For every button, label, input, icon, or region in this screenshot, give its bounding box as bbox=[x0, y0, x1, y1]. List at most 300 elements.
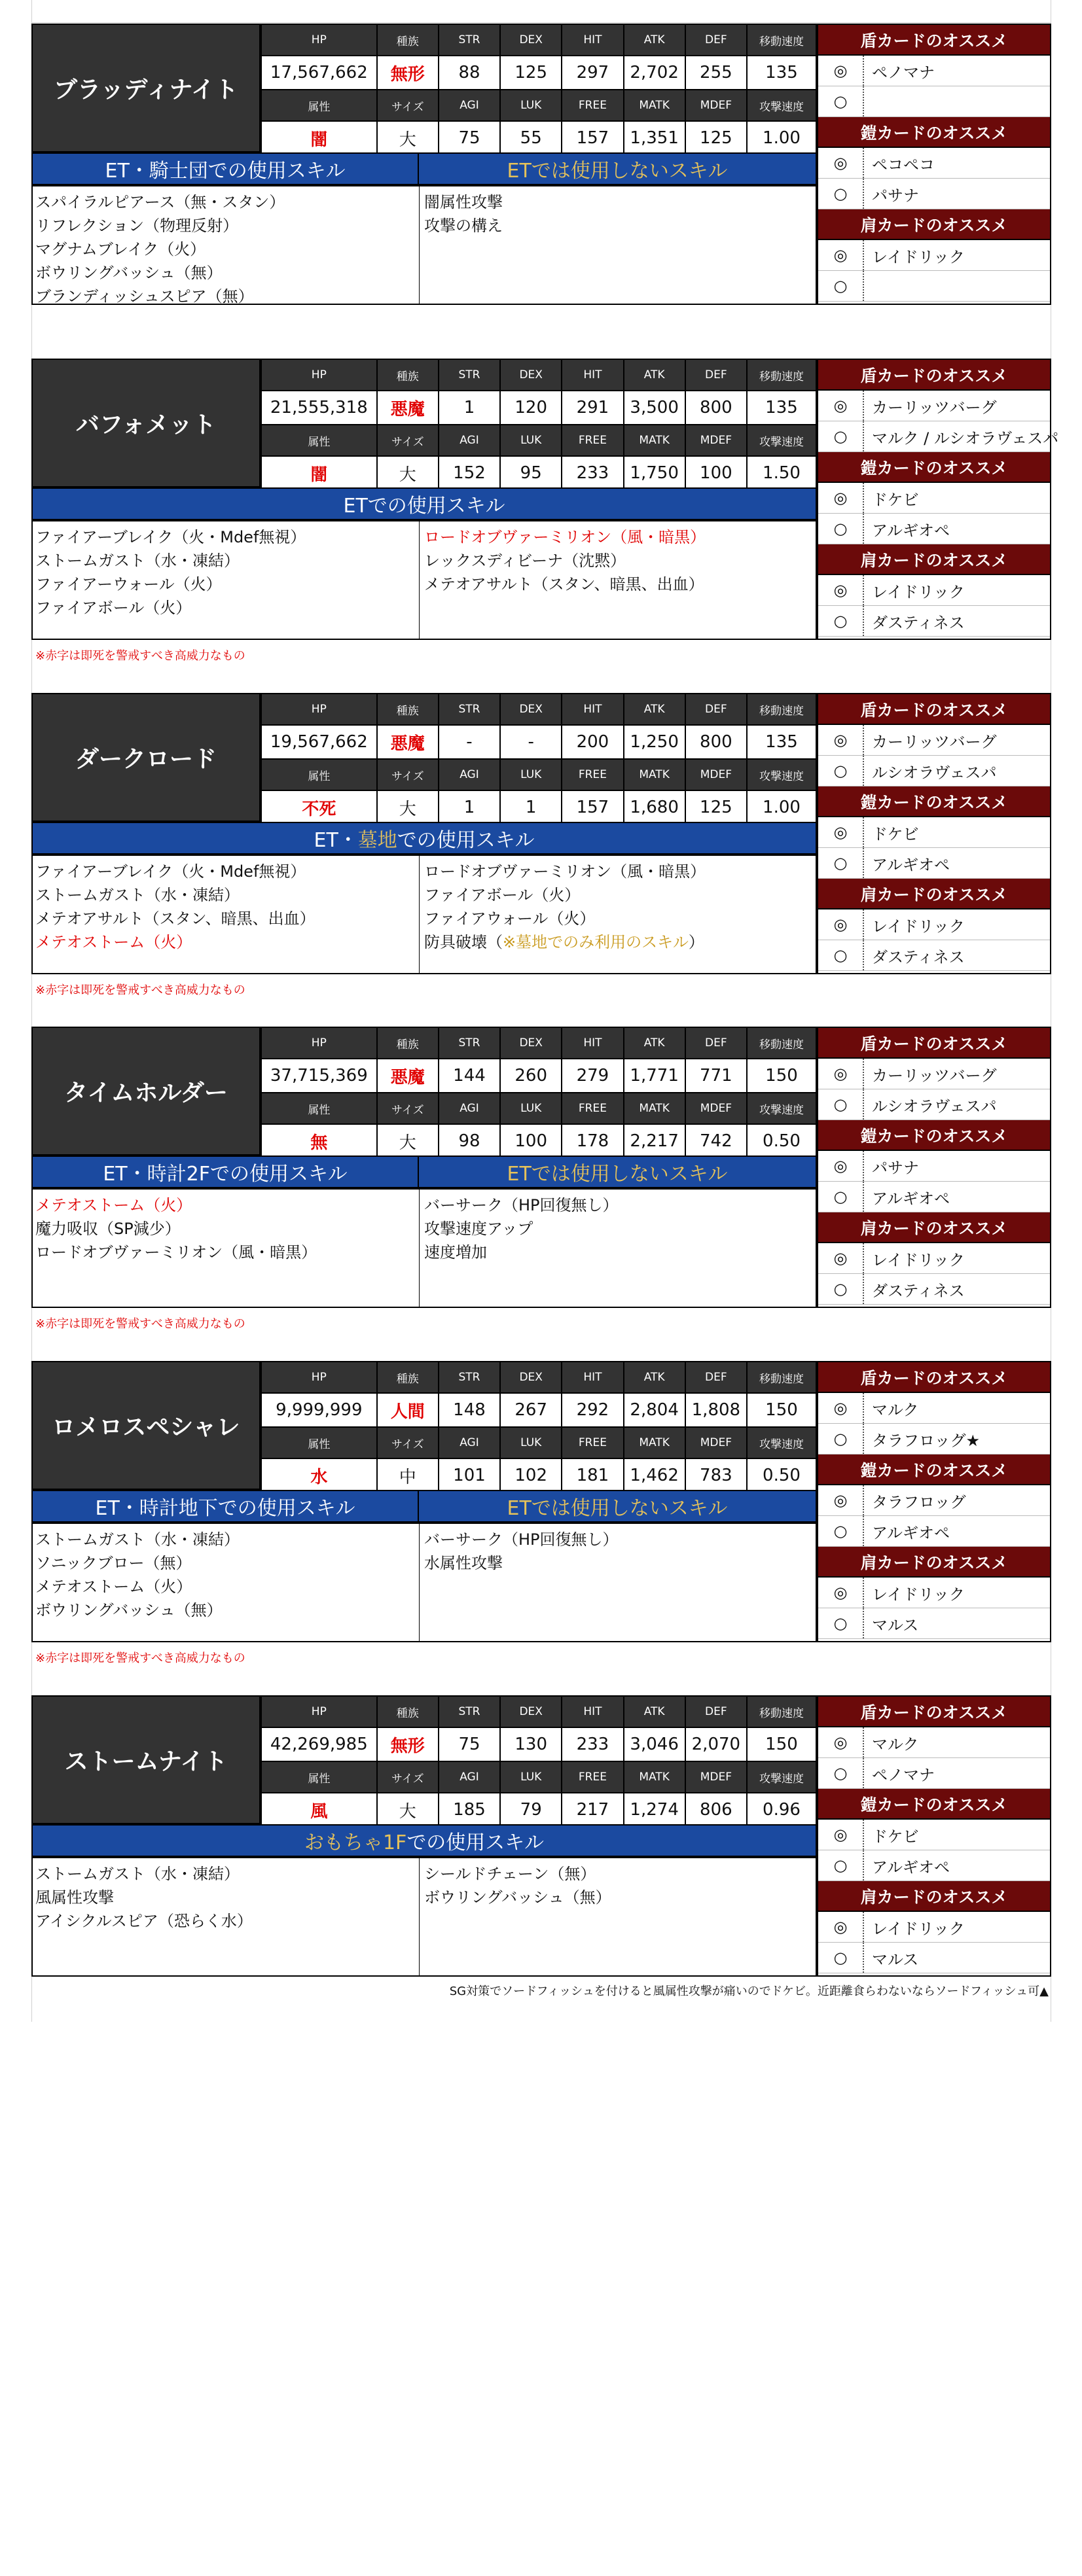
race-label: 種族 bbox=[377, 694, 439, 725]
element-label: 属性 bbox=[261, 759, 377, 790]
skill-item: ファイアボール（火） bbox=[424, 886, 581, 904]
skill-item: メテオストーム（火） bbox=[35, 1196, 192, 1214]
agi-label: AGI bbox=[439, 1093, 500, 1124]
element-label: 属性 bbox=[261, 425, 377, 456]
size-label: サイズ bbox=[377, 1761, 439, 1793]
element-value: 闇 bbox=[261, 121, 377, 155]
card-row bbox=[818, 1151, 1050, 1182]
card-name: アルギオペ bbox=[872, 1189, 950, 1208]
stats-row bbox=[261, 1093, 816, 1124]
matk-label: MATK bbox=[624, 1427, 685, 1458]
move-label: 移動速度 bbox=[747, 1362, 816, 1393]
skill-item: 魔力吸収（SP減少） bbox=[35, 1220, 181, 1238]
skills-divider bbox=[419, 1858, 420, 1975]
card-name: マルク bbox=[872, 1735, 919, 1754]
stats-table bbox=[261, 359, 817, 491]
skill-header: ET・騎士団での使用スキル bbox=[31, 152, 419, 185]
card-name: レイドリック bbox=[872, 1585, 965, 1604]
card-name: レイドリック bbox=[872, 1919, 965, 1938]
card-name: パサナ bbox=[872, 1158, 919, 1177]
atk-value: 1,771 bbox=[624, 1059, 685, 1093]
card-row bbox=[818, 1424, 1050, 1455]
boss-name: ダークロード bbox=[31, 693, 261, 822]
aspd-value: 0.50 bbox=[747, 1124, 816, 1158]
matk-value: 1,750 bbox=[624, 456, 685, 490]
free-value: 157 bbox=[562, 121, 623, 155]
boss-block bbox=[31, 359, 1059, 663]
card-row bbox=[818, 909, 1050, 940]
garment-card-header: 肩カードのオススメ bbox=[818, 1212, 1050, 1243]
hp-label: HP bbox=[261, 1696, 377, 1727]
card-panel bbox=[817, 1027, 1051, 1308]
size-label: サイズ bbox=[377, 90, 439, 121]
card-mark: ◎ bbox=[818, 1059, 864, 1089]
aspd-label: 攻撃速度 bbox=[747, 759, 816, 790]
card-mark: ○ bbox=[818, 271, 864, 301]
skill-item: ファイアーブレイク（火・Mdef無視） bbox=[35, 528, 306, 546]
mdef-label: MDEF bbox=[685, 1761, 747, 1793]
stats-row bbox=[261, 1427, 816, 1458]
aspd-value: 0.96 bbox=[747, 1793, 816, 1827]
free-value: 157 bbox=[562, 790, 623, 824]
boss-name: ロメロスペシャレ bbox=[31, 1361, 261, 1490]
armor-card-header: 鎧カードのオススメ bbox=[818, 1120, 1050, 1151]
agi-value: 75 bbox=[439, 121, 500, 155]
dex-value: 260 bbox=[500, 1059, 562, 1093]
move-value: 135 bbox=[747, 56, 816, 90]
card-name: ルシオラヴェスパ bbox=[872, 1097, 997, 1116]
card-name: レイドリック bbox=[872, 247, 965, 266]
card-mark: ○ bbox=[818, 1943, 864, 1973]
card-mark: ○ bbox=[818, 514, 864, 544]
size-label: サイズ bbox=[377, 759, 439, 790]
boss-name: バフォメット bbox=[31, 359, 261, 487]
skill-item: スパイラルピアース（無・スタン） bbox=[35, 193, 285, 211]
str-label: STR bbox=[439, 694, 500, 725]
agi-label: AGI bbox=[439, 1761, 500, 1793]
card-name: カーリッツバーグ bbox=[872, 398, 997, 417]
skill-item: ロードオブヴァーミリオン（風・暗黒） bbox=[424, 528, 706, 546]
card-mark: ◎ bbox=[818, 1243, 864, 1273]
skill-header-highlight: ETでは使用しないスキル bbox=[507, 1497, 728, 1520]
skill-item: メテオアサルト（スタン、暗黒、出血） bbox=[35, 909, 316, 928]
skill-item: ファイアボール（火） bbox=[35, 599, 192, 617]
hit-label: HIT bbox=[562, 1362, 623, 1393]
skill-item: ファイアーブレイク（火・Mdef無視） bbox=[35, 862, 306, 881]
aspd-value: 1.50 bbox=[747, 456, 816, 490]
move-value: 150 bbox=[747, 1059, 816, 1093]
skill-header: ET・時計2Fでの使用スキル bbox=[31, 1156, 419, 1188]
def-value: 2,070 bbox=[685, 1727, 747, 1761]
element-value: 水 bbox=[261, 1458, 377, 1492]
matk-value: 1,680 bbox=[624, 790, 685, 824]
stats-row bbox=[261, 56, 816, 90]
stats-row bbox=[261, 1727, 816, 1761]
card-mark: ○ bbox=[818, 1182, 864, 1212]
mdef-label: MDEF bbox=[685, 759, 747, 790]
skills-area bbox=[31, 185, 817, 305]
mdef-label: MDEF bbox=[685, 1093, 747, 1124]
stats-row bbox=[261, 1027, 816, 1059]
agi-value: 98 bbox=[439, 1124, 500, 1158]
skills-area bbox=[31, 855, 817, 974]
def-value: 255 bbox=[685, 56, 747, 90]
free-label: FREE bbox=[562, 1427, 623, 1458]
mdef-value: 742 bbox=[685, 1124, 747, 1158]
card-mark: ◎ bbox=[818, 148, 864, 178]
skills-left bbox=[35, 1528, 240, 1622]
str-value: - bbox=[439, 725, 500, 759]
agi-label: AGI bbox=[439, 759, 500, 790]
free-label: FREE bbox=[562, 90, 623, 121]
card-mark: ◎ bbox=[818, 1727, 864, 1757]
dex-label: DEX bbox=[500, 359, 562, 391]
mdef-value: 783 bbox=[685, 1458, 747, 1492]
card-name: アルギオペ bbox=[872, 855, 950, 874]
hp-label: HP bbox=[261, 359, 377, 391]
element-value: 風 bbox=[261, 1793, 377, 1827]
garment-card-header: 肩カードのオススメ bbox=[818, 544, 1050, 575]
skill-item: ストームガスト（水・凍結） bbox=[35, 552, 240, 570]
card-row bbox=[818, 848, 1050, 879]
str-label: STR bbox=[439, 1362, 500, 1393]
card-row bbox=[818, 483, 1050, 514]
race-value: 無形 bbox=[377, 56, 439, 90]
card-row bbox=[818, 1912, 1050, 1943]
card-name: パサナ bbox=[872, 186, 919, 205]
dex-label: DEX bbox=[500, 1696, 562, 1727]
danger-note: ※赤字は即死を警戒すべき高威力なもの bbox=[35, 649, 245, 663]
skills-left bbox=[35, 860, 316, 954]
size-label: サイズ bbox=[377, 1427, 439, 1458]
garment-card-header: 肩カードのオススメ bbox=[818, 1881, 1050, 1912]
stats-row bbox=[261, 359, 816, 391]
atk-label: ATK bbox=[624, 1027, 685, 1059]
free-value: 233 bbox=[562, 456, 623, 490]
free-label: FREE bbox=[562, 759, 623, 790]
skills-divider bbox=[419, 186, 420, 304]
atk-value: 3,046 bbox=[624, 1727, 685, 1761]
card-row bbox=[818, 817, 1050, 848]
card-mark: ○ bbox=[818, 1608, 864, 1638]
shield-card-header: 盾カードのオススメ bbox=[818, 1362, 1050, 1393]
dex-label: DEX bbox=[500, 24, 562, 56]
size-value: 大 bbox=[377, 456, 439, 490]
luk-value: 79 bbox=[500, 1793, 562, 1827]
card-panel bbox=[817, 24, 1051, 305]
move-label: 移動速度 bbox=[747, 24, 816, 56]
card-mark: ○ bbox=[818, 421, 864, 451]
card-name: ドケビ bbox=[872, 1827, 919, 1846]
skill-item: ボウリングバッシュ（無） bbox=[35, 1601, 223, 1619]
hit-value: 233 bbox=[562, 1727, 623, 1761]
skill-item: マグナムブレイク（火） bbox=[35, 240, 206, 258]
stats-row bbox=[261, 1393, 816, 1427]
luk-label: LUK bbox=[500, 1093, 562, 1124]
card-mark: ◎ bbox=[818, 56, 864, 86]
skill-item: 風属性攻撃 bbox=[35, 1888, 114, 1907]
skills-divider bbox=[419, 521, 420, 639]
stats-row bbox=[261, 725, 816, 759]
card-name: マルス bbox=[872, 1950, 919, 1969]
luk-value: 102 bbox=[500, 1458, 562, 1492]
atk-value: 1,250 bbox=[624, 725, 685, 759]
atk-value: 2,702 bbox=[624, 56, 685, 90]
card-panel bbox=[817, 359, 1059, 640]
card-row bbox=[818, 1727, 1050, 1758]
skill-item: メテオアサルト（スタン、暗黒、出血） bbox=[424, 575, 704, 593]
card-mark: ◎ bbox=[818, 909, 864, 940]
card-mark: ◎ bbox=[818, 1151, 864, 1181]
race-label: 種族 bbox=[377, 359, 439, 391]
size-label: サイズ bbox=[377, 425, 439, 456]
matk-label: MATK bbox=[624, 1093, 685, 1124]
str-label: STR bbox=[439, 24, 500, 56]
card-name: マルス bbox=[872, 1615, 919, 1634]
free-label: FREE bbox=[562, 1761, 623, 1793]
skills-area bbox=[31, 1188, 817, 1308]
card-row bbox=[818, 1578, 1050, 1608]
skills-left bbox=[35, 1193, 317, 1264]
stats-row bbox=[261, 425, 816, 456]
stats-table bbox=[261, 1027, 817, 1159]
card-mark: ◎ bbox=[818, 240, 864, 270]
def-label: DEF bbox=[685, 694, 747, 725]
skill-item: メテオストーム（火） bbox=[35, 933, 192, 951]
stats-table bbox=[261, 24, 817, 156]
size-value: 中 bbox=[377, 1458, 439, 1492]
card-row bbox=[818, 86, 1050, 117]
card-row bbox=[818, 1943, 1050, 1973]
card-mark: ◎ bbox=[818, 725, 864, 755]
hp-label: HP bbox=[261, 1027, 377, 1059]
card-mark: ◎ bbox=[818, 391, 864, 421]
boss-block bbox=[31, 1027, 1051, 1331]
luk-value: 95 bbox=[500, 456, 562, 490]
skill-item: ブランディッシュスピア（無） bbox=[35, 287, 254, 306]
agi-value: 185 bbox=[439, 1793, 500, 1827]
skill-item: ファイアーウォール（火） bbox=[35, 575, 222, 593]
skill-header: おもちゃ1F での使用スキル bbox=[31, 1824, 817, 1857]
hp-value: 17,567,662 bbox=[261, 56, 377, 90]
free-value: 178 bbox=[562, 1124, 623, 1158]
boss-block-inner bbox=[31, 24, 1051, 305]
card-mark: ◎ bbox=[818, 1485, 864, 1515]
card-row bbox=[818, 148, 1050, 179]
card-row bbox=[818, 1274, 1050, 1305]
stats-row bbox=[261, 694, 816, 725]
hit-value: 292 bbox=[562, 1393, 623, 1427]
element-value: 闇 bbox=[261, 456, 377, 490]
str-value: 1 bbox=[439, 391, 500, 425]
race-value: 悪魔 bbox=[377, 725, 439, 759]
card-mark: ○ bbox=[818, 1424, 864, 1454]
luk-value: 1 bbox=[500, 790, 562, 824]
free-value: 181 bbox=[562, 1458, 623, 1492]
stats-table bbox=[261, 693, 817, 825]
boss-block-inner bbox=[31, 1027, 1051, 1331]
mdef-value: 100 bbox=[685, 456, 747, 490]
race-value: 人間 bbox=[377, 1393, 439, 1427]
atk-label: ATK bbox=[624, 694, 685, 725]
mdef-label: MDEF bbox=[685, 1427, 747, 1458]
matk-label: MATK bbox=[624, 425, 685, 456]
aspd-label: 攻撃速度 bbox=[747, 1427, 816, 1458]
skill-item: 防具破壊（※墓地でのみ利用のスキル） bbox=[424, 933, 704, 951]
atk-label: ATK bbox=[624, 1696, 685, 1727]
hp-label: HP bbox=[261, 694, 377, 725]
skill-item: リフレクション（物理反射） bbox=[35, 217, 239, 235]
garment-card-header: 肩カードのオススメ bbox=[818, 1547, 1050, 1578]
stats-row bbox=[261, 391, 816, 425]
skill-item: レックスディビーナ（沈黙） bbox=[424, 552, 626, 570]
card-panel bbox=[817, 693, 1051, 974]
luk-value: 55 bbox=[500, 121, 562, 155]
skills-area bbox=[31, 1523, 817, 1642]
card-row bbox=[818, 756, 1050, 786]
def-value: 800 bbox=[685, 391, 747, 425]
element-value: 不死 bbox=[261, 790, 377, 824]
danger-note: ※赤字は即死を警戒すべき高威力なもの bbox=[35, 1317, 245, 1331]
matk-label: MATK bbox=[624, 759, 685, 790]
footer-note: SG対策でソードフィッシュを付けると風属性攻撃が痛いのでドケビ。近距離食らわないならソードフィッシュ可▲ bbox=[449, 1985, 1049, 1998]
card-name: ペコペコ bbox=[872, 155, 935, 174]
card-mark: ○ bbox=[818, 86, 864, 116]
atk-value: 3,500 bbox=[624, 391, 685, 425]
mdef-value: 806 bbox=[685, 1793, 747, 1827]
hp-value: 19,567,662 bbox=[261, 725, 377, 759]
element-label: 属性 bbox=[261, 1761, 377, 1793]
hit-value: 279 bbox=[562, 1059, 623, 1093]
size-value: 大 bbox=[377, 121, 439, 155]
card-row bbox=[818, 1393, 1050, 1424]
atk-value: 2,804 bbox=[624, 1393, 685, 1427]
hit-label: HIT bbox=[562, 1696, 623, 1727]
card-name: マルク / ルシオラヴェスパ bbox=[872, 429, 1059, 448]
str-value: 75 bbox=[439, 1727, 500, 1761]
card-mark: ○ bbox=[818, 1516, 864, 1546]
boss-name: ストームナイト bbox=[31, 1695, 261, 1824]
luk-value: 100 bbox=[500, 1124, 562, 1158]
skills-area bbox=[31, 1857, 817, 1977]
skill-item: 水属性攻撃 bbox=[424, 1554, 503, 1572]
shield-card-header: 盾カードのオススメ bbox=[818, 25, 1050, 56]
hit-value: 291 bbox=[562, 391, 623, 425]
race-label: 種族 bbox=[377, 1027, 439, 1059]
boss-block-inner bbox=[31, 693, 1051, 997]
skill-header-unused bbox=[418, 1490, 817, 1523]
card-name: ダスティネス bbox=[872, 613, 965, 632]
stats-row bbox=[261, 1059, 816, 1093]
card-row bbox=[818, 575, 1050, 606]
str-label: STR bbox=[439, 1027, 500, 1059]
shield-card-header: 盾カードのオススメ bbox=[818, 1697, 1050, 1727]
card-name: カーリッツバーグ bbox=[872, 1066, 997, 1085]
armor-card-header: 鎧カードのオススメ bbox=[818, 1789, 1050, 1820]
card-mark: ○ bbox=[818, 940, 864, 970]
skill-item: 速度増加 bbox=[424, 1243, 487, 1262]
card-mark: ◎ bbox=[818, 817, 864, 847]
boss-name: ブラッディナイト bbox=[31, 24, 261, 152]
skills-right bbox=[424, 1862, 611, 1909]
card-mark: ○ bbox=[818, 756, 864, 786]
str-value: 148 bbox=[439, 1393, 500, 1427]
card-name: アルギオペ bbox=[872, 1523, 950, 1542]
skill-item: ファイアウォール（火） bbox=[424, 909, 596, 928]
dex-value: 125 bbox=[500, 56, 562, 90]
skills-divider bbox=[419, 1524, 420, 1641]
hit-label: HIT bbox=[562, 359, 623, 391]
shield-card-header: 盾カードのオススメ bbox=[818, 1028, 1050, 1059]
skill-header: ETでの使用スキル bbox=[31, 487, 817, 520]
aspd-label: 攻撃速度 bbox=[747, 1093, 816, 1124]
card-name: ドケビ bbox=[872, 824, 919, 843]
skills-divider bbox=[419, 856, 420, 973]
skills-left bbox=[35, 190, 285, 308]
card-panel bbox=[817, 1695, 1051, 1977]
skill-item: ボウリングバッシュ（無） bbox=[424, 1888, 611, 1907]
skills-right bbox=[424, 525, 706, 596]
mdef-value: 125 bbox=[685, 790, 747, 824]
card-row bbox=[818, 56, 1050, 86]
card-mark: ◎ bbox=[818, 483, 864, 513]
agi-label: AGI bbox=[439, 1427, 500, 1458]
atk-label: ATK bbox=[624, 359, 685, 391]
size-label: サイズ bbox=[377, 1093, 439, 1124]
armor-card-header: 鎧カードのオススメ bbox=[818, 1455, 1050, 1485]
element-label: 属性 bbox=[261, 1427, 377, 1458]
stats-row bbox=[261, 759, 816, 790]
boss-block bbox=[31, 1695, 1051, 1998]
matk-label: MATK bbox=[624, 1761, 685, 1793]
skills-right bbox=[424, 860, 706, 954]
skills-divider bbox=[419, 1190, 420, 1307]
skill-item: ソニックブロー（無） bbox=[35, 1554, 192, 1572]
hp-value: 9,999,999 bbox=[261, 1393, 377, 1427]
hp-label: HP bbox=[261, 24, 377, 56]
card-row bbox=[818, 514, 1050, 544]
skill-note: ※墓地でのみ利用のスキル bbox=[503, 933, 689, 951]
card-name: カーリッツバーグ bbox=[872, 732, 997, 751]
str-value: 144 bbox=[439, 1059, 500, 1093]
skill-header-unused bbox=[418, 152, 817, 185]
move-value: 150 bbox=[747, 1393, 816, 1427]
hit-label: HIT bbox=[562, 1027, 623, 1059]
skill-item: バーサーク（HP回復無し） bbox=[424, 1530, 619, 1549]
luk-label: LUK bbox=[500, 1427, 562, 1458]
move-label: 移動速度 bbox=[747, 1027, 816, 1059]
matk-value: 1,351 bbox=[624, 121, 685, 155]
luk-label: LUK bbox=[500, 759, 562, 790]
matk-value: 1,462 bbox=[624, 1458, 685, 1492]
card-row bbox=[818, 1243, 1050, 1274]
move-label: 移動速度 bbox=[747, 359, 816, 391]
stats-row bbox=[261, 1362, 816, 1393]
shield-card-header: 盾カードのオススメ bbox=[818, 694, 1050, 725]
race-label: 種族 bbox=[377, 24, 439, 56]
stats-row bbox=[261, 456, 816, 490]
card-mark: ○ bbox=[818, 1274, 864, 1304]
card-name: ペノマナ bbox=[872, 1765, 935, 1784]
free-label: FREE bbox=[562, 425, 623, 456]
card-mark: ○ bbox=[818, 1850, 864, 1880]
card-row bbox=[818, 1089, 1050, 1120]
boss-block-inner bbox=[31, 1695, 1051, 1998]
stats-row bbox=[261, 24, 816, 56]
skill-item: ストームガスト（水・凍結） bbox=[35, 1865, 240, 1883]
aspd-value: 1.00 bbox=[747, 121, 816, 155]
move-label: 移動速度 bbox=[747, 694, 816, 725]
